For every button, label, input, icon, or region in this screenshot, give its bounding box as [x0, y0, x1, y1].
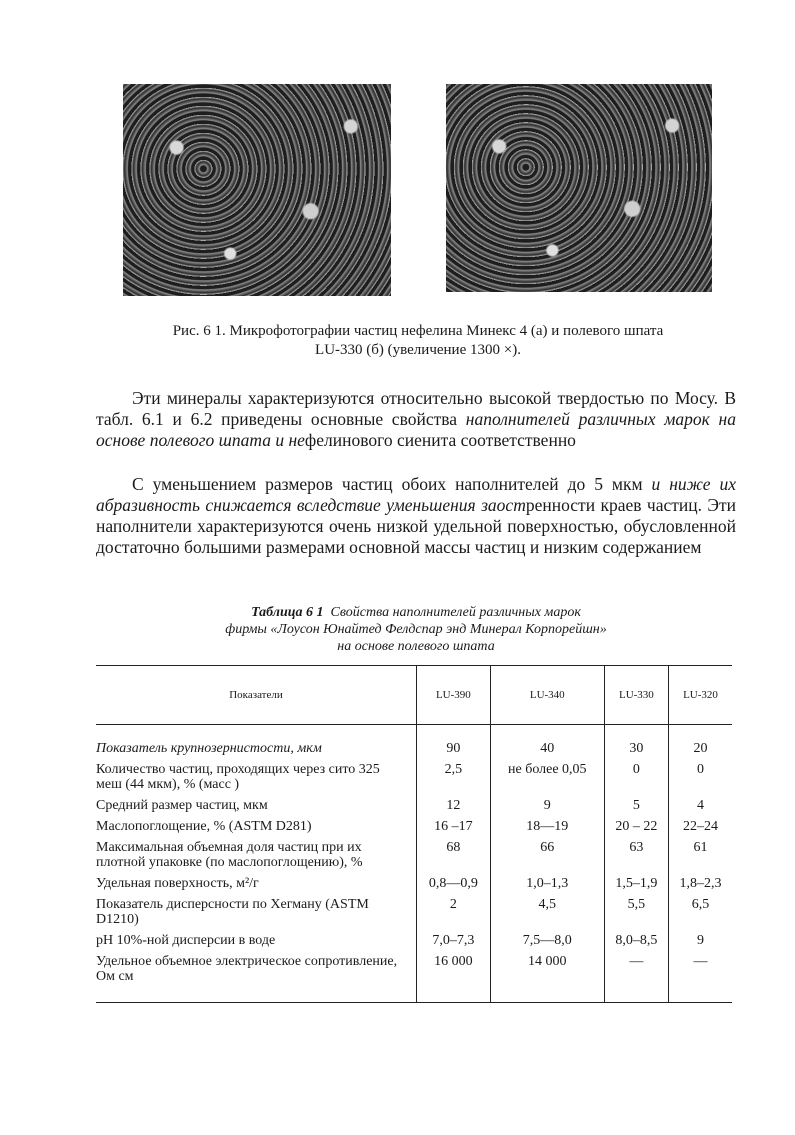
- table-row: [96, 894, 732, 930]
- table-cell: 0: [604, 759, 668, 795]
- table-cell: не более 0,05: [490, 759, 604, 795]
- table-cell: 63: [604, 837, 668, 873]
- table-row: [96, 837, 732, 873]
- table-cell: 90: [417, 725, 491, 760]
- row-label: Маслопоглощение, % (ASTM D281): [96, 819, 312, 834]
- table-cell: 1,0–1,3: [490, 873, 604, 894]
- table-cell: 30: [604, 725, 668, 760]
- column-header: LU-330: [604, 666, 668, 725]
- paragraph-2: С уменьшением размеров частиц обоих наполнителей до 5 мкм и ниже их абразивность снижается вследствие уменьшения заостренности краев частиц. Эти наполнители характеризуются очень низкой удельной поверхностью, обусловленной достаточно большими размерами основной массы частиц и низким содержанием: [96, 474, 736, 557]
- table-cell: 8,0–8,5: [604, 930, 668, 951]
- table-cell: 18—19: [490, 816, 604, 837]
- table-cell: 16 000: [417, 951, 491, 1003]
- column-header: LU-320: [668, 666, 732, 725]
- figure-caption: Рис. 6 1. Микрофотографии частиц нефелина Минекс 4 (а) и полевого шпата LU-330 (б) (увеличение 1300 ×).: [172, 323, 664, 358]
- table-cell: 14 000: [490, 951, 604, 1003]
- table-cell: 6,5: [668, 894, 732, 930]
- row-label: Удельное объемное электрическое сопротивление, Ом см: [96, 951, 417, 1003]
- table-cell: 40: [490, 725, 604, 760]
- table-cell: 20 – 22: [604, 816, 668, 837]
- table-cell: 7,5—8,0: [490, 930, 604, 951]
- table-header-row: [96, 666, 732, 725]
- table-row: [96, 951, 732, 1003]
- row-label: Средний размер частиц, мкм: [96, 798, 268, 813]
- table-cell: 0,8—0,9: [417, 873, 491, 894]
- table-caption: Таблица 6 1 Свойства наполнителей различных марок фирмы «Лоусон Юнайтед Фелдспар энд Минерал Корпорейшн» на основе полевого шпата: [225, 605, 607, 654]
- table-cell: 1,8–2,3: [668, 873, 732, 894]
- table-cell: 4: [668, 795, 732, 816]
- table-cell: 61: [668, 837, 732, 873]
- table-cell: 5,5: [604, 894, 668, 930]
- table-cell: 68: [417, 837, 491, 873]
- row-label: Показатель крупнозернистости, мкм: [96, 741, 322, 756]
- table-cell: 1,5–1,9: [604, 873, 668, 894]
- table-cell: 9: [490, 795, 604, 816]
- paragraph-1: Эти минералы характеризуются относительно высокой твердостью по Мосу. В табл. 6.1 и 6.2 приведены основные свойства наполнителей различных марок на основе полевого шпата и нефелинового сиенита соответственно: [96, 388, 736, 450]
- table-cell: 0: [668, 759, 732, 795]
- table-cell: 9: [668, 930, 732, 951]
- table-cell: 2,5: [417, 759, 491, 795]
- column-header: Показатели: [96, 666, 417, 725]
- micrograph-nepheline-a: [123, 84, 391, 296]
- table-cell: 20: [668, 725, 732, 760]
- table-cell: —: [604, 951, 668, 1003]
- table-cell: —: [668, 951, 732, 1003]
- table-cell: 12: [417, 795, 491, 816]
- row-label: Удельная поверхность, м²/г: [96, 876, 259, 891]
- table-cell: 5: [604, 795, 668, 816]
- micrograph-feldspar-b: [446, 84, 712, 292]
- table-row: [96, 816, 732, 837]
- table-cell: 4,5: [490, 894, 604, 930]
- column-header: LU-340: [490, 666, 604, 725]
- properties-table: [96, 665, 732, 1003]
- column-header: LU-390: [417, 666, 491, 725]
- table-cell: 66: [490, 837, 604, 873]
- row-label: Максимальная объемная доля частиц при их плотной упаковке (по маслопоглощению), %: [96, 840, 363, 870]
- table-cell: 2: [417, 894, 491, 930]
- table-row: [96, 930, 732, 951]
- table-cell: 22–24: [668, 816, 732, 837]
- table-row: [96, 759, 732, 795]
- table-row: [96, 795, 732, 816]
- table-cell: 16 –17: [417, 816, 491, 837]
- row-label: Количество частиц, проходящих через сито 325 меш (44 мкм), % (масс ): [96, 762, 380, 792]
- table-row: [96, 873, 732, 894]
- row-label: Показатель дисперсности по Хегману (ASTM D1210): [96, 897, 369, 927]
- table-cell: 7,0–7,3: [417, 930, 491, 951]
- row-label: pH 10%-ной дисперсии в воде: [96, 933, 276, 948]
- table-row: [96, 725, 732, 760]
